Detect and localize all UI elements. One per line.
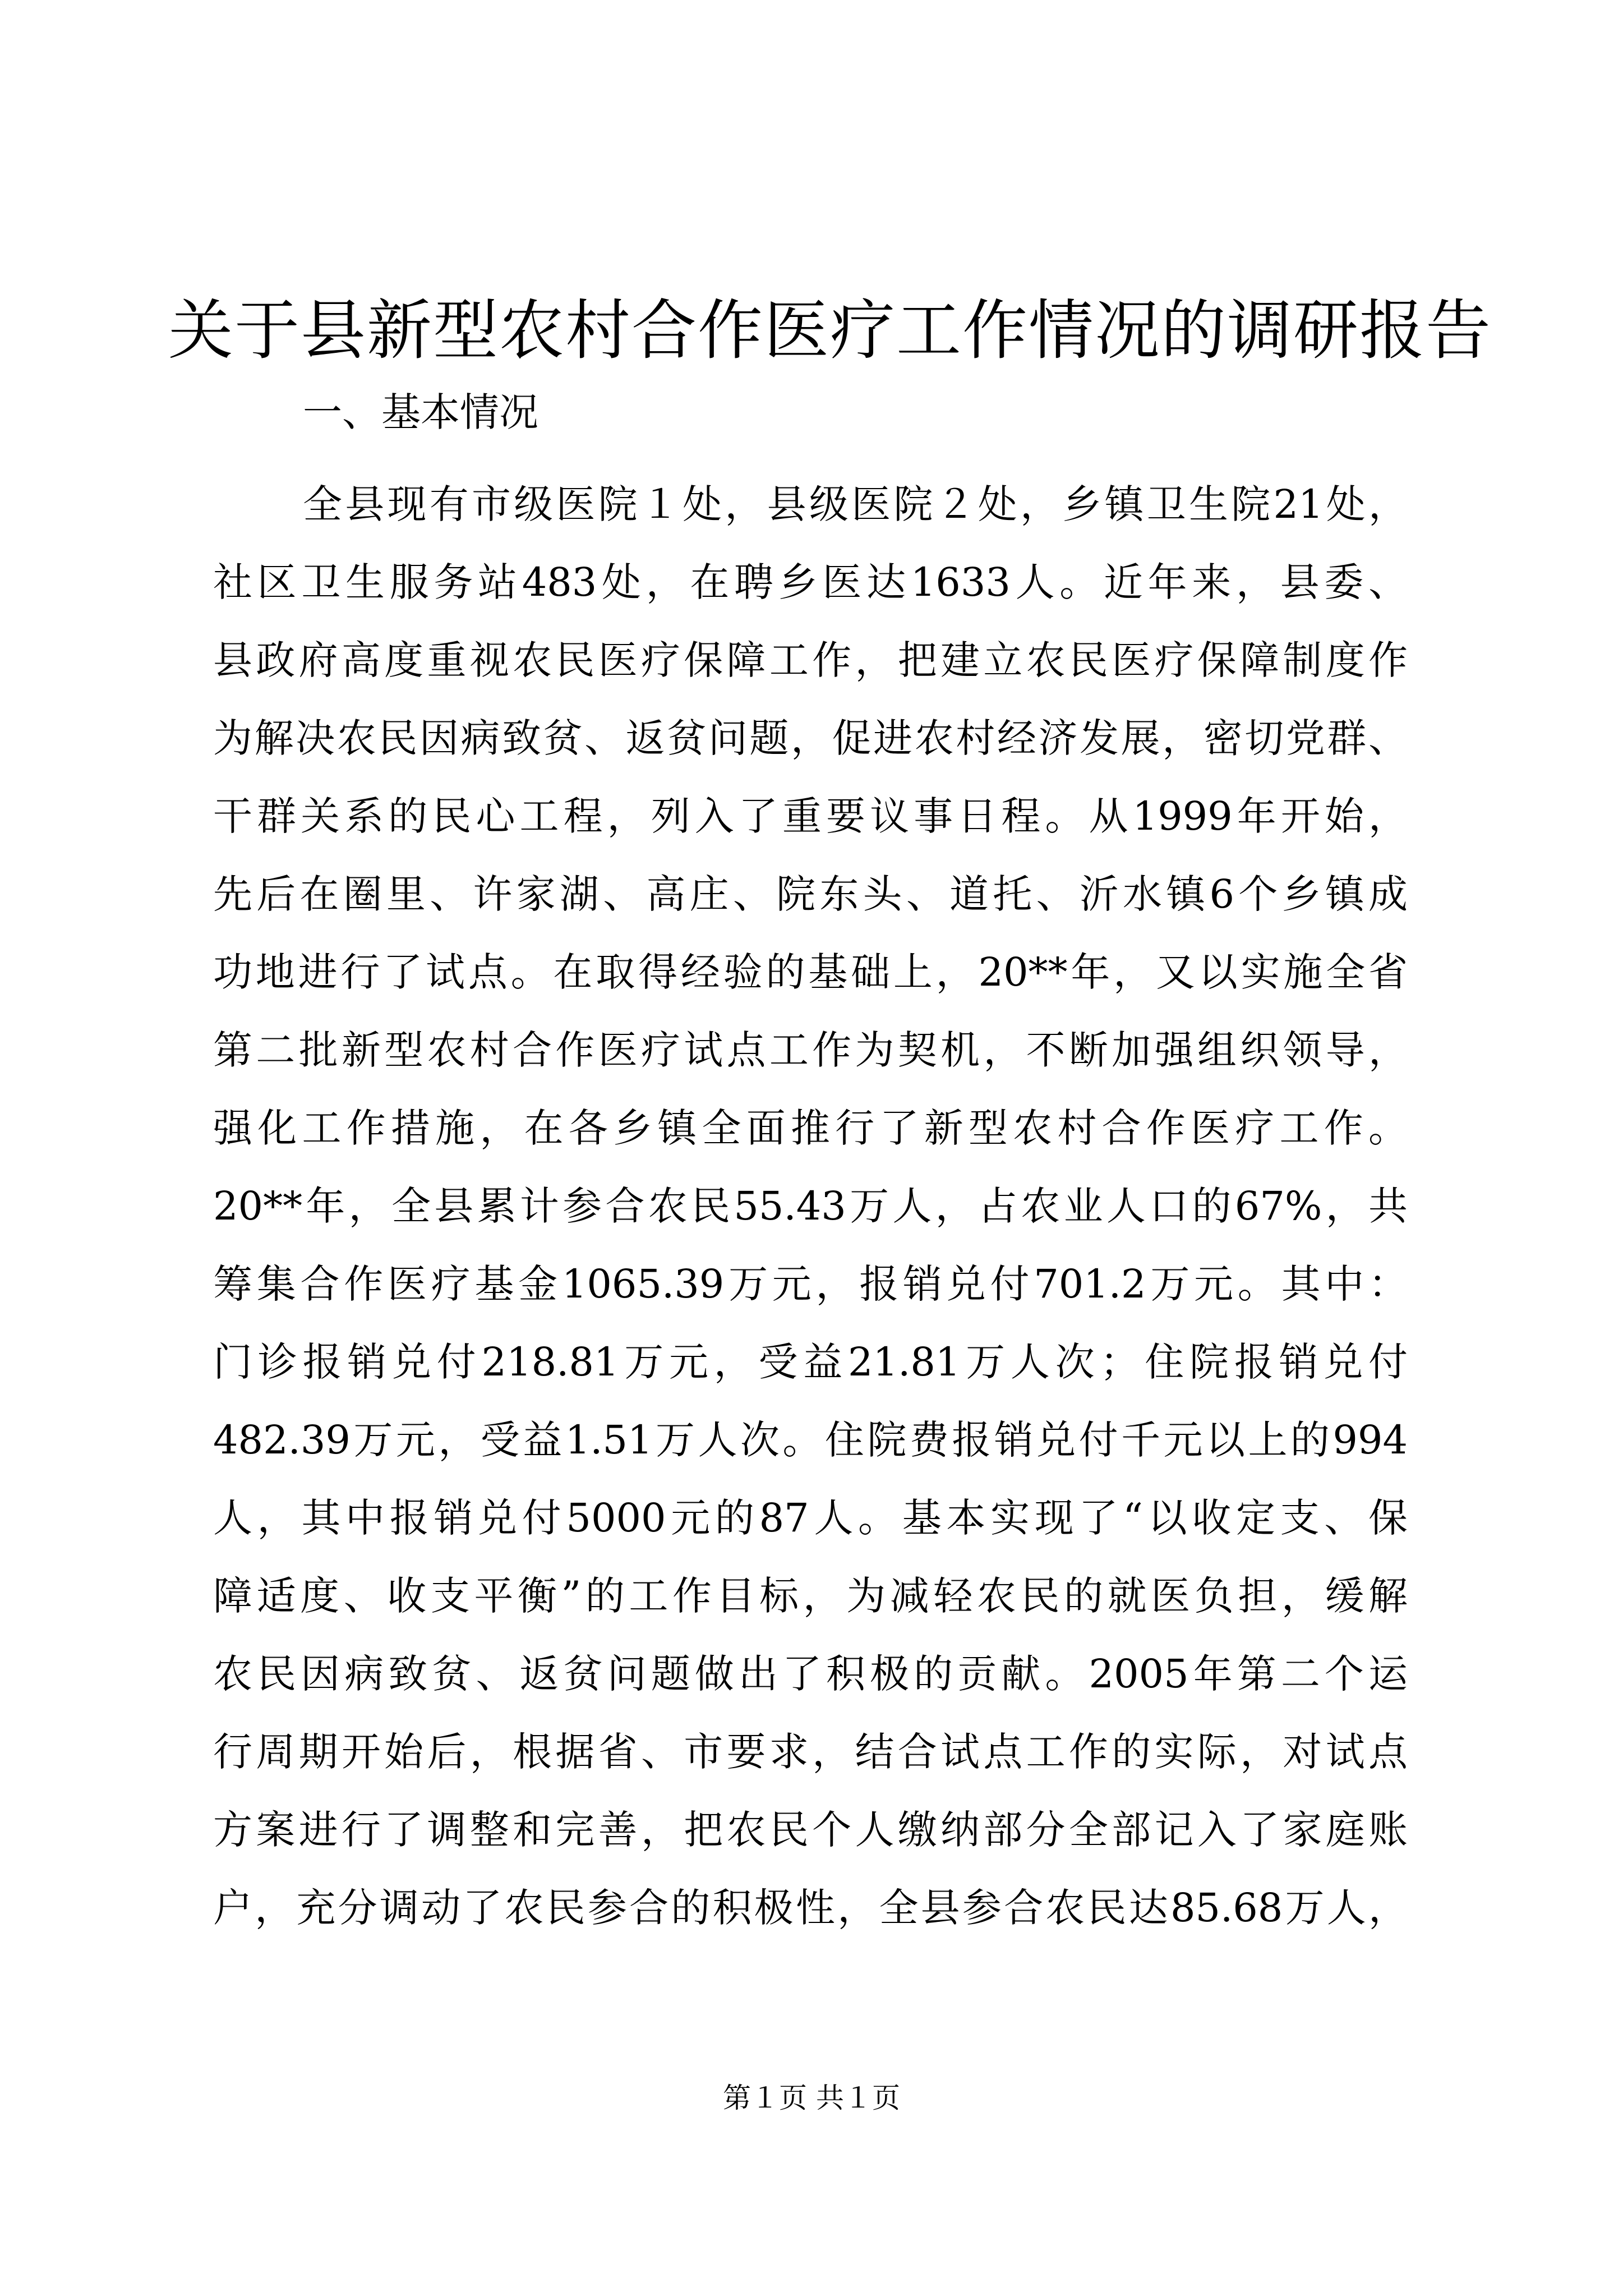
page-footer: 第１页 共１页 xyxy=(723,2082,900,2114)
body-line: 门诊报销兑付218.81万元，受益21.81万人次；住院报销兑付 xyxy=(213,1339,1408,1385)
body-line: 社区卫生服务站483处，在聘乡医达1633人。近年来，县委、 xyxy=(213,559,1408,605)
section-heading: 一、基本情况 xyxy=(303,389,538,435)
body-line: 全县现有市级医院１处，县级医院２处，乡镇卫生院21处， xyxy=(303,481,1408,527)
body-line: 人，其中报销兑付5000元的87人。基本实现了“以收定支、保 xyxy=(213,1495,1408,1541)
document-title: 关于县新型农村合作医疗工作情况的调研报告 xyxy=(168,293,1492,369)
body-line: 障适度、收支平衡”的工作目标，为减轻农民的就医负担，缓解 xyxy=(213,1573,1408,1619)
body-line: 方案进行了调整和完善，把农民个人缴纳部分全部记入了家庭账 xyxy=(213,1807,1408,1853)
body-line: 农民因病致贫、返贫问题做出了积极的贡献。2005年第二个运 xyxy=(213,1651,1408,1697)
body-line: 户，充分调动了农民参合的积极性，全县参合农民达85.68万人， xyxy=(213,1885,1408,1931)
body-line: 482.39万元，受益1.51万人次。住院费报销兑付千元以上的994 xyxy=(213,1417,1408,1463)
body-line: 功地进行了试点。在取得经验的基础上，20**年，又以实施全省 xyxy=(213,949,1408,995)
body-text xyxy=(213,466,1408,1947)
body-line: 行周期开始后，根据省、市要求，结合试点工作的实际，对试点 xyxy=(213,1729,1408,1775)
body-line: 强化工作措施，在各乡镇全面推行了新型农村合作医疗工作。 xyxy=(213,1105,1408,1151)
body-line: 为解决农民因病致贫、返贫问题，促进农村经济发展，密切党群、 xyxy=(213,715,1408,761)
body-line: 县政府高度重视农民医疗保障工作，把建立农民医疗保障制度作 xyxy=(213,637,1408,683)
body-line: 筹集合作医疗基金1065.39万元，报销兑付701.2万元。其中： xyxy=(213,1261,1408,1307)
body-line: 干群关系的民心工程，列入了重要议事日程。从1999年开始， xyxy=(213,793,1408,839)
body-line: 第二批新型农村合作医疗试点工作为契机，不断加强组织领导， xyxy=(213,1027,1408,1073)
body-line: 先后在圈里、许家湖、高庄、院东头、道托、沂水镇6个乡镇成 xyxy=(213,871,1408,917)
body-line: 20**年，全县累计参合农民55.43万人，占农业人口的67%，共 xyxy=(213,1183,1408,1229)
